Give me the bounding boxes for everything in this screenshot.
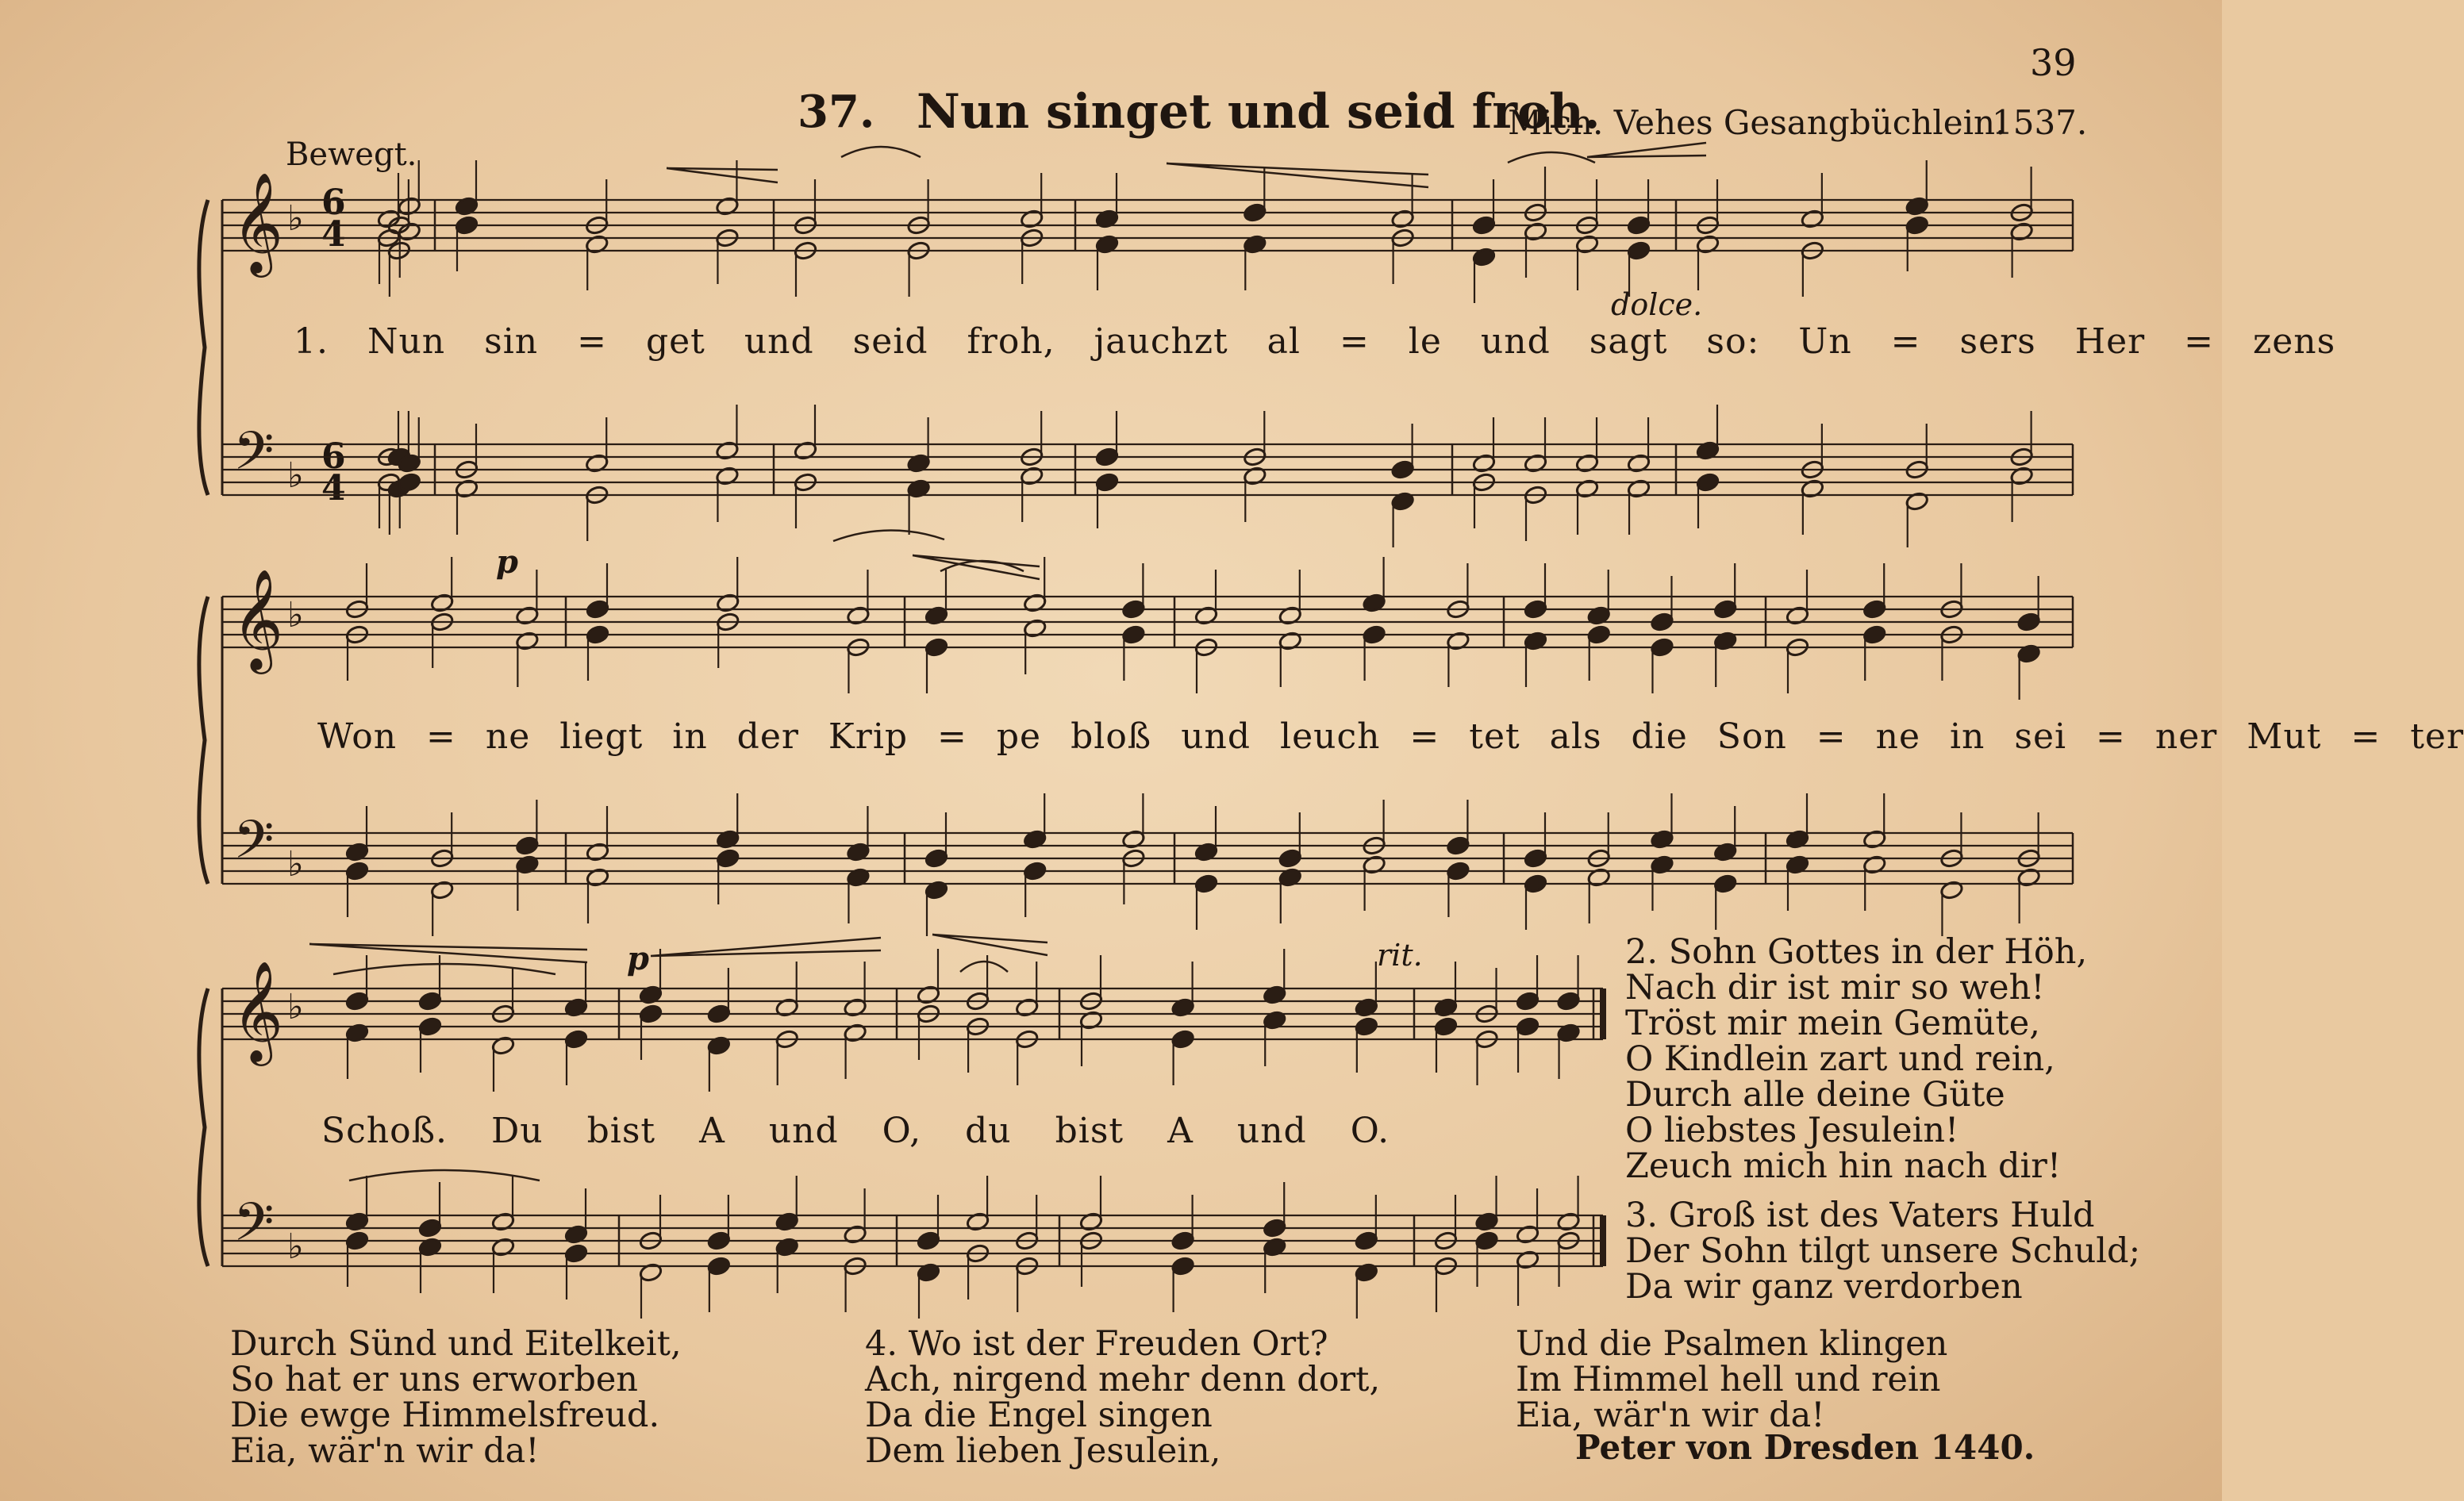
note-head xyxy=(924,637,949,658)
note-head xyxy=(1023,861,1047,881)
note-head xyxy=(1472,215,1497,236)
hairpin xyxy=(651,938,881,956)
note-head xyxy=(345,991,370,1012)
time-signature-top: 6 xyxy=(321,436,346,477)
flat-icon: ♭ xyxy=(287,595,304,635)
note-head xyxy=(1586,624,1611,645)
dolce-marking: dolce. xyxy=(1611,287,1703,322)
verse-line: O Kindlein zart und rein, xyxy=(1625,1039,2055,1079)
note-head xyxy=(586,599,610,620)
verse-line: Eia, wär'n wir da! xyxy=(1516,1395,1825,1435)
source-year: 1537. xyxy=(1992,103,2088,142)
note-head xyxy=(1355,1230,1379,1251)
hairpin xyxy=(309,944,587,962)
note-head xyxy=(1095,447,1120,467)
verse-line: 4. Wo ist der Freuden Ort? xyxy=(865,1324,1328,1364)
slur xyxy=(1508,152,1595,163)
note-head xyxy=(1862,624,1887,645)
bass-clef-icon: 𝄢 xyxy=(233,420,275,494)
time-signature-bottom: 4 xyxy=(321,214,346,255)
note-head xyxy=(1696,472,1720,493)
page-number: 39 xyxy=(2030,41,2077,84)
verse-line: Im Himmel hell und rein xyxy=(1516,1360,1941,1399)
note-head xyxy=(1446,835,1470,856)
tempo-marking: Bewegt. xyxy=(286,136,417,173)
note-head xyxy=(2016,612,2041,632)
hairpin xyxy=(913,555,1040,579)
note-head xyxy=(917,1230,941,1251)
note-head xyxy=(1905,215,1929,236)
note-head xyxy=(1650,637,1674,658)
verse-line: O liebstes Jesulein! xyxy=(1625,1111,1959,1150)
note-head xyxy=(1095,472,1120,493)
note-head xyxy=(1121,599,1146,620)
note-head xyxy=(1446,861,1470,881)
note-head xyxy=(639,1004,663,1024)
source-credit: Mich. Vehes Gesangbüchlein. xyxy=(1508,103,2006,142)
treble-clef-icon: 𝄞 xyxy=(232,960,284,1061)
note-head xyxy=(1556,991,1581,1012)
verse-line: So hat er uns erworben xyxy=(230,1360,639,1399)
note-head xyxy=(1862,599,1887,620)
note-head xyxy=(716,848,740,869)
note-head xyxy=(1434,1016,1459,1037)
note-head xyxy=(1170,1230,1195,1251)
note-head xyxy=(1355,1016,1379,1037)
time-signature-bottom: 4 xyxy=(321,468,346,509)
verse-3-end xyxy=(230,1326,682,1469)
note-head xyxy=(1524,848,1548,869)
verse-2 xyxy=(1625,932,2088,1186)
bass-clef-icon: 𝄢 xyxy=(233,809,275,883)
hairpin xyxy=(667,168,778,182)
slur xyxy=(841,147,921,157)
note-head xyxy=(924,848,949,869)
verse-line: Und die Psalmen klingen xyxy=(1516,1324,1948,1364)
flat-icon: ♭ xyxy=(287,1227,304,1267)
dynamic-piano: p xyxy=(496,543,518,581)
verse-line: Eia, wär'n wir da! xyxy=(230,1431,540,1471)
note-head xyxy=(1243,202,1267,223)
slur xyxy=(833,530,944,541)
note-head xyxy=(1170,1256,1195,1276)
note-head xyxy=(707,1230,732,1251)
flat-icon: ♭ xyxy=(287,198,304,239)
note-head xyxy=(455,215,479,236)
note-head xyxy=(515,835,540,856)
verse-line: 2. Sohn Gottes in der Höh, xyxy=(1625,932,2088,972)
note-head xyxy=(564,1029,589,1050)
flat-icon: ♭ xyxy=(287,987,304,1027)
note-head xyxy=(1390,459,1415,480)
note-head xyxy=(1362,624,1386,645)
note-head xyxy=(418,991,443,1012)
note-head xyxy=(418,1218,443,1238)
ritardando-marking: rit. xyxy=(1377,938,1423,973)
note-head xyxy=(345,1230,370,1251)
attribution: Peter von Dresden 1440. xyxy=(1575,1428,2035,1467)
verse-line: 3. Groß ist des Vaters Huld xyxy=(1625,1196,2095,1235)
song-number: 37. xyxy=(798,86,875,138)
time-signature-top: 6 xyxy=(321,182,346,223)
note-head xyxy=(1713,599,1738,620)
note-head xyxy=(1524,599,1548,620)
verse-4-end xyxy=(1516,1326,1947,1434)
note-head xyxy=(345,861,370,881)
slur xyxy=(349,1170,540,1180)
verse-line: Tröst mir mein Gemüte, xyxy=(1625,1004,2040,1043)
final-barline xyxy=(1600,989,1606,1039)
verse-line: Nach dir ist mir so weh! xyxy=(1625,968,2045,1008)
verse-3-start xyxy=(1625,1198,2140,1305)
note-head xyxy=(1121,624,1146,645)
hairpin xyxy=(932,935,1047,955)
final-barline xyxy=(1600,1215,1606,1266)
verse-line: Der Sohn tilgt unsere Schuld; xyxy=(1625,1231,2141,1271)
bass-clef-icon: 𝄢 xyxy=(233,1192,275,1265)
note-head xyxy=(418,1016,443,1037)
note-head xyxy=(1170,1029,1195,1050)
note-head xyxy=(1627,240,1651,261)
verse-line: Da die Engel singen xyxy=(865,1395,1213,1435)
flat-icon: ♭ xyxy=(287,455,304,496)
note-head xyxy=(1516,991,1540,1012)
note-head xyxy=(1194,873,1219,894)
note-head xyxy=(1524,873,1548,894)
treble-clef-icon: 𝄞 xyxy=(232,171,284,273)
note-head xyxy=(1263,1218,1287,1238)
note-head xyxy=(586,624,610,645)
song-title: Nun singet und seid froh. xyxy=(917,84,1601,140)
verse-line: Durch Sünd und Eitelkeit, xyxy=(230,1324,682,1364)
brace xyxy=(199,200,208,495)
brace xyxy=(199,989,208,1266)
verse-4-start xyxy=(865,1326,1380,1469)
flat-icon: ♭ xyxy=(287,844,304,885)
hairpin xyxy=(1587,143,1706,157)
note-head xyxy=(1278,848,1303,869)
note-head xyxy=(1713,873,1738,894)
verse-line: Da wir ganz verdorben xyxy=(1625,1267,2023,1307)
dynamic-piano: p xyxy=(627,940,649,977)
verse-line: Durch alle deine Güte xyxy=(1625,1075,2005,1115)
lyrics-line-3: Schoß. Du bist A und O, du bist A und O. xyxy=(321,1111,1390,1151)
slur xyxy=(960,962,1008,972)
treble-clef-icon: 𝄞 xyxy=(232,568,284,670)
note-head xyxy=(707,1004,732,1024)
note-head xyxy=(1650,612,1674,632)
brace xyxy=(199,597,208,884)
note-head xyxy=(564,1243,589,1264)
verse-line: Zeuch mich hin nach dir! xyxy=(1625,1146,2062,1186)
lyrics-line-2: Won = ne liegt in der Krip = pe bloß und leuch = tet als die Son = ne in sei = ner Mut = ter xyxy=(317,716,2464,757)
lyrics-line-1: 1. Nun sin = get und seid froh, jauchzt al = le und sagt so: Un = sers Her = zens xyxy=(294,321,2336,362)
note-head xyxy=(1474,1230,1499,1251)
verse-line: Die ewge Himmelsfreud. xyxy=(230,1395,660,1435)
hairpin xyxy=(1167,163,1428,187)
note-head xyxy=(1627,215,1651,236)
verse-line: Dem lieben Jesulein, xyxy=(865,1431,1221,1471)
note-head xyxy=(707,1256,732,1276)
note-head xyxy=(1516,1016,1540,1037)
verse-line: Ach, nirgend mehr denn dort, xyxy=(865,1360,1381,1399)
